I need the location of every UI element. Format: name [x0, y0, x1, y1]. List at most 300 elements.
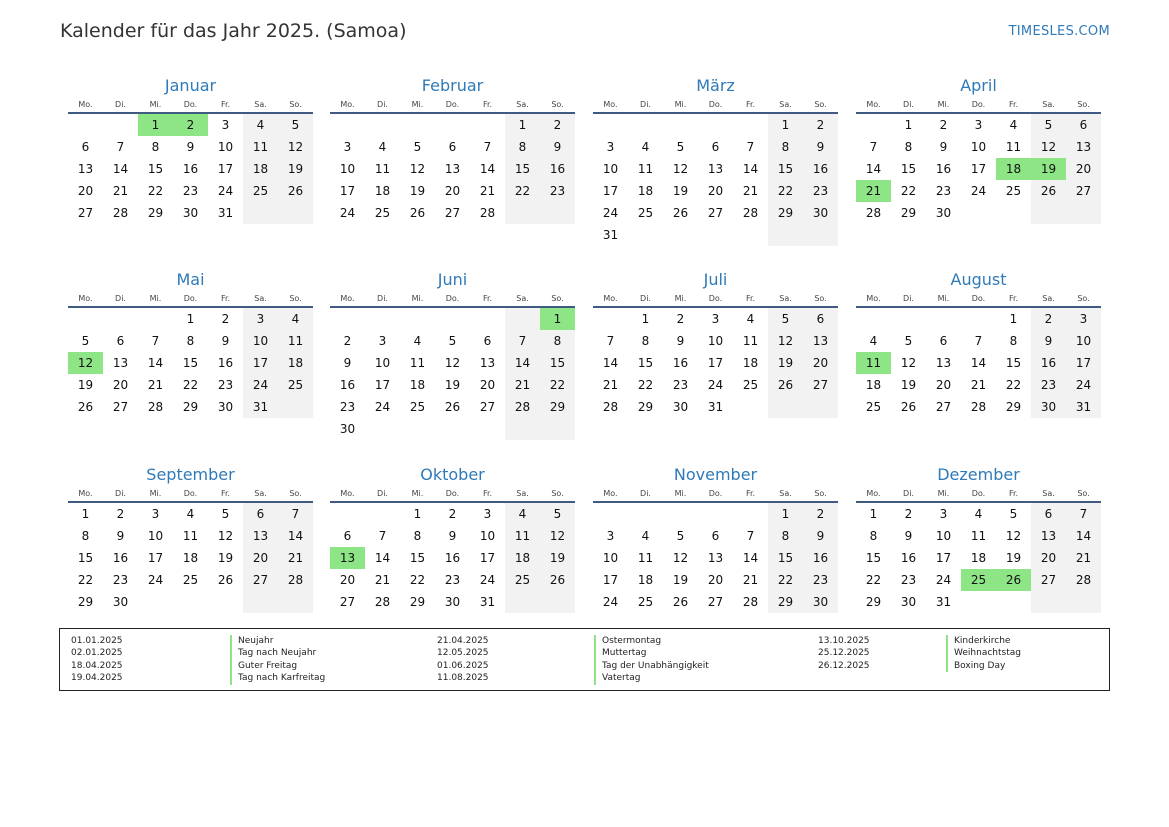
day-cell: 23: [549, 184, 566, 198]
day-cell: 7: [974, 334, 983, 348]
day-cell: 8: [641, 334, 650, 348]
day-cell: 26: [672, 595, 689, 609]
day-cell: 19: [287, 162, 304, 176]
day-cell: 15: [900, 162, 917, 176]
legend-holiday-name: Muttertag: [594, 647, 709, 659]
weekday-label: Fr.: [745, 294, 756, 303]
legend-date: 01.01.2025: [71, 636, 123, 646]
weekday-label: Di.: [377, 489, 388, 498]
day-cell: 31: [602, 228, 619, 242]
day-cell: 11: [182, 529, 199, 543]
day-cell: 15: [1005, 356, 1022, 370]
day-cell: 30: [1040, 400, 1057, 414]
weekday-label: Sa.: [516, 294, 529, 303]
day-cell: 25: [637, 206, 654, 220]
day-cell: 19: [444, 378, 461, 392]
month-oktober: [330, 462, 575, 635]
day-cell: 29: [777, 206, 794, 220]
day-cell: 7: [378, 529, 387, 543]
weekday-label: So.: [551, 294, 564, 303]
day-cell: 7: [1079, 507, 1088, 521]
day-cell: 26: [672, 206, 689, 220]
day-cell: 2: [116, 507, 125, 521]
day-cell: 16: [1040, 356, 1057, 370]
holiday-day-cell: 25: [961, 569, 996, 591]
weekday-label: Do.: [971, 100, 986, 109]
day-cell: 2: [676, 312, 685, 326]
day-cell: 9: [816, 529, 825, 543]
day-cell: 30: [217, 400, 234, 414]
weekday-label: Fr.: [220, 489, 231, 498]
legend-holiday-name: Neujahr: [230, 635, 325, 647]
day-grid: [593, 503, 838, 635]
day-cell: 21: [602, 378, 619, 392]
day-cell: 5: [291, 118, 300, 132]
weekday-header: [856, 98, 1101, 114]
day-cell: 5: [81, 334, 90, 348]
month-märz: [593, 73, 838, 246]
day-cell: 20: [252, 551, 269, 565]
holiday-day-cell: 11: [856, 352, 891, 374]
legend-date: 01.06.2025: [437, 660, 489, 671]
month-november: [593, 462, 838, 635]
day-cell: 3: [483, 507, 492, 521]
weekday-label: Sa.: [254, 100, 267, 109]
weekday-label: Do.: [971, 294, 986, 303]
day-cell: 13: [444, 162, 461, 176]
day-cell: 5: [904, 334, 913, 348]
day-cell: 9: [186, 140, 195, 154]
day-cell: 23: [444, 573, 461, 587]
day-cell: 13: [252, 529, 269, 543]
day-cell: 10: [252, 334, 269, 348]
weekday-label: Fr.: [1008, 489, 1019, 498]
day-cell: 26: [77, 400, 94, 414]
day-cell: 6: [343, 529, 352, 543]
legend-name-column: [946, 635, 1021, 672]
weekday-label: So.: [289, 489, 302, 498]
day-cell: 6: [816, 312, 825, 326]
day-cell: 16: [182, 162, 199, 176]
day-cell: 12: [409, 162, 426, 176]
day-cell: 5: [448, 334, 457, 348]
day-cell: 21: [287, 551, 304, 565]
day-cell: 15: [147, 162, 164, 176]
weekday-header: [330, 98, 575, 114]
day-cell: 13: [77, 162, 94, 176]
day-cell: 24: [935, 573, 952, 587]
day-cell: 11: [374, 162, 391, 176]
day-cell: 22: [637, 378, 654, 392]
weekday-label: Mo.: [866, 294, 881, 303]
day-cell: 14: [970, 356, 987, 370]
brand-link[interactable]: TIMESLES.COM: [1008, 24, 1110, 39]
day-cell: 25: [637, 595, 654, 609]
day-cell: 25: [374, 206, 391, 220]
day-grid: [68, 503, 313, 635]
weekday-label: Fr.: [482, 100, 493, 109]
day-cell: 12: [1005, 529, 1022, 543]
day-cell: 24: [602, 595, 619, 609]
day-cell: 27: [339, 595, 356, 609]
day-grid: [856, 503, 1101, 635]
day-cell: 7: [291, 507, 300, 521]
day-cell: 5: [1009, 507, 1018, 521]
day-cell: 4: [413, 334, 422, 348]
day-cell: 7: [483, 140, 492, 154]
day-cell: 27: [444, 206, 461, 220]
day-cell: 12: [672, 162, 689, 176]
day-cell: 24: [217, 184, 234, 198]
weekday-header: [593, 98, 838, 114]
day-cell: 21: [1075, 551, 1092, 565]
holiday-day-cell: 1: [138, 114, 173, 136]
weekday-label: Mo.: [603, 489, 618, 498]
legend-holiday-name: Tag nach Karfreitag: [230, 672, 325, 684]
day-cell: 29: [549, 400, 566, 414]
day-cell: 1: [641, 312, 650, 326]
day-cell: 16: [812, 551, 829, 565]
legend-date: 19.04.2025: [71, 673, 123, 684]
day-cell: 2: [221, 312, 230, 326]
weekday-label: So.: [289, 294, 302, 303]
weekday-label: Fr.: [220, 100, 231, 109]
month-title: November: [673, 465, 758, 484]
weekday-label: Sa.: [779, 489, 792, 498]
day-cell: 6: [711, 529, 720, 543]
day-cell: 14: [287, 529, 304, 543]
day-cell: 30: [935, 206, 952, 220]
day-cell: 18: [252, 162, 269, 176]
day-grid: [593, 308, 838, 440]
weekday-label: Sa.: [779, 294, 792, 303]
weekday-label: Do.: [708, 100, 723, 109]
day-cell: 15: [865, 551, 882, 565]
day-cell: 4: [746, 312, 755, 326]
holiday-day-cell: 2: [173, 114, 208, 136]
day-cell: 16: [812, 162, 829, 176]
day-cell: 30: [182, 206, 199, 220]
day-grid: [593, 114, 838, 246]
day-cell: 22: [77, 573, 94, 587]
day-cell: 27: [479, 400, 496, 414]
day-cell: 7: [746, 140, 755, 154]
day-cell: 28: [479, 206, 496, 220]
day-cell: 9: [939, 140, 948, 154]
day-cell: 25: [409, 400, 426, 414]
day-cell: 7: [869, 140, 878, 154]
day-cell: 9: [553, 140, 562, 154]
day-cell: 3: [939, 507, 948, 521]
day-cell: 26: [777, 378, 794, 392]
day-cell: 15: [77, 551, 94, 565]
weekday-label: Di.: [903, 294, 914, 303]
weekday-header: [68, 292, 313, 308]
weekday-label: Do.: [708, 294, 723, 303]
day-cell: 2: [343, 334, 352, 348]
day-cell: 24: [602, 206, 619, 220]
month-title: April: [960, 76, 997, 95]
day-cell: 25: [1005, 184, 1022, 198]
day-cell: 27: [112, 400, 129, 414]
weekday-label: Sa.: [779, 100, 792, 109]
day-cell: 3: [343, 140, 352, 154]
day-cell: 15: [182, 356, 199, 370]
day-cell: 3: [711, 312, 720, 326]
day-cell: 17: [935, 551, 952, 565]
weekday-label: Sa.: [254, 294, 267, 303]
day-cell: 3: [1079, 312, 1088, 326]
day-cell: 16: [339, 378, 356, 392]
day-cell: 1: [1009, 312, 1018, 326]
month-januar: [68, 73, 313, 246]
weekday-label: Do.: [445, 100, 460, 109]
weekday-label: Mi.: [149, 489, 162, 498]
day-cell: 27: [935, 400, 952, 414]
day-cell: 8: [781, 140, 790, 154]
day-cell: 28: [147, 400, 164, 414]
day-cell: 6: [483, 334, 492, 348]
day-cell: 25: [287, 378, 304, 392]
weekday-label: So.: [814, 100, 827, 109]
day-cell: 8: [904, 140, 913, 154]
day-cell: 17: [147, 551, 164, 565]
holiday-day-cell: 12: [68, 352, 103, 374]
legend-date: 12.05.2025: [437, 648, 489, 659]
weekday-label: Mo.: [78, 489, 93, 498]
weekday-header: [68, 487, 313, 503]
day-cell: 24: [252, 378, 269, 392]
day-cell: 19: [777, 356, 794, 370]
weekday-label: Mi.: [937, 294, 950, 303]
day-cell: 16: [217, 356, 234, 370]
weekday-label: Mo.: [866, 489, 881, 498]
day-cell: 12: [549, 529, 566, 543]
day-cell: 4: [256, 118, 265, 132]
day-cell: 6: [448, 140, 457, 154]
day-cell: 10: [1075, 334, 1092, 348]
day-cell: 11: [637, 162, 654, 176]
day-cell: 12: [1040, 140, 1057, 154]
day-cell: 28: [602, 400, 619, 414]
month-juli: [593, 267, 838, 440]
day-cell: 30: [444, 595, 461, 609]
day-cell: 22: [900, 184, 917, 198]
day-cell: 4: [186, 507, 195, 521]
weekday-label: Do.: [183, 100, 198, 109]
day-cell: 19: [900, 378, 917, 392]
day-cell: 14: [1075, 529, 1092, 543]
legend-date: 11.08.2025: [437, 673, 489, 684]
day-cell: 3: [151, 507, 160, 521]
day-cell: 13: [479, 356, 496, 370]
month-mai: [68, 267, 313, 440]
day-cell: 14: [865, 162, 882, 176]
day-cell: 28: [742, 206, 759, 220]
day-cell: 18: [287, 356, 304, 370]
day-cell: 5: [553, 507, 562, 521]
day-cell: 30: [812, 595, 829, 609]
day-cell: 24: [970, 184, 987, 198]
day-cell: 15: [777, 162, 794, 176]
day-cell: 26: [444, 400, 461, 414]
weekday-label: So.: [289, 100, 302, 109]
day-cell: 1: [81, 507, 90, 521]
day-cell: 2: [816, 118, 825, 132]
day-cell: 27: [77, 206, 94, 220]
day-cell: 10: [147, 529, 164, 543]
day-cell: 1: [518, 118, 527, 132]
day-cell: 8: [553, 334, 562, 348]
day-cell: 9: [116, 529, 125, 543]
day-cell: 16: [112, 551, 129, 565]
day-cell: 20: [444, 184, 461, 198]
day-cell: 19: [549, 551, 566, 565]
holiday-day-cell: 13: [330, 547, 365, 569]
holiday-day-cell: 18: [996, 158, 1031, 180]
day-cell: 19: [409, 184, 426, 198]
day-cell: 28: [112, 206, 129, 220]
day-cell: 23: [112, 573, 129, 587]
day-cell: 23: [812, 573, 829, 587]
weekday-label: Mi.: [674, 100, 687, 109]
day-cell: 6: [1079, 118, 1088, 132]
weekday-label: Mo.: [603, 294, 618, 303]
weekday-label: Mi.: [411, 100, 424, 109]
day-cell: 10: [935, 529, 952, 543]
day-cell: 12: [217, 529, 234, 543]
day-cell: 29: [77, 595, 94, 609]
month-title: Februar: [421, 76, 484, 95]
day-cell: 9: [221, 334, 230, 348]
legend-date-column: [437, 635, 489, 685]
day-cell: 9: [343, 356, 352, 370]
day-cell: 20: [935, 378, 952, 392]
day-cell: 14: [374, 551, 391, 565]
weekday-label: Sa.: [254, 489, 267, 498]
day-cell: 18: [514, 551, 531, 565]
day-cell: 19: [1005, 551, 1022, 565]
day-cell: 29: [409, 595, 426, 609]
day-cell: 23: [812, 184, 829, 198]
day-cell: 23: [217, 378, 234, 392]
day-cell: 30: [112, 595, 129, 609]
day-cell: 11: [409, 356, 426, 370]
legend-date-column: [71, 635, 123, 685]
day-grid: [856, 114, 1101, 246]
day-cell: 3: [974, 118, 983, 132]
day-cell: 20: [707, 184, 724, 198]
day-cell: 22: [549, 378, 566, 392]
legend-name-column: [230, 635, 325, 685]
legend-date: 02.01.2025: [71, 648, 123, 659]
day-cell: 8: [1009, 334, 1018, 348]
day-cell: 9: [816, 140, 825, 154]
day-cell: 16: [900, 551, 917, 565]
day-cell: 22: [777, 573, 794, 587]
weekday-header: [593, 487, 838, 503]
day-cell: 23: [900, 573, 917, 587]
day-cell: 3: [221, 118, 230, 132]
day-cell: 5: [676, 140, 685, 154]
month-dezember: [856, 462, 1101, 635]
day-cell: 26: [287, 184, 304, 198]
day-cell: 29: [865, 595, 882, 609]
day-cell: 20: [1075, 162, 1092, 176]
month-title: Juli: [703, 270, 728, 289]
day-cell: 31: [479, 595, 496, 609]
day-cell: 4: [291, 312, 300, 326]
day-cell: 13: [812, 334, 829, 348]
day-cell: 11: [1005, 140, 1022, 154]
weekday-header: [330, 487, 575, 503]
month-title: Oktober: [420, 465, 485, 484]
month-august: [856, 267, 1101, 440]
day-cell: 7: [518, 334, 527, 348]
day-cell: 12: [287, 140, 304, 154]
day-cell: 15: [637, 356, 654, 370]
day-cell: 15: [549, 356, 566, 370]
weekday-label: Di.: [115, 294, 126, 303]
day-cell: 16: [672, 356, 689, 370]
day-cell: 7: [606, 334, 615, 348]
day-cell: 8: [869, 529, 878, 543]
weekday-label: Fr.: [745, 100, 756, 109]
day-cell: 2: [553, 118, 562, 132]
weekday-label: Fr.: [1008, 100, 1019, 109]
day-cell: 2: [939, 118, 948, 132]
weekday-label: Sa.: [516, 489, 529, 498]
day-cell: 27: [812, 378, 829, 392]
weekday-header: [856, 487, 1101, 503]
day-cell: 19: [672, 184, 689, 198]
day-cell: 5: [676, 529, 685, 543]
day-cell: 20: [812, 356, 829, 370]
day-cell: 30: [900, 595, 917, 609]
day-cell: 5: [781, 312, 790, 326]
weekday-label: Mo.: [340, 294, 355, 303]
legend-date: 21.04.2025: [437, 636, 489, 646]
legend-date: 18.04.2025: [71, 660, 123, 671]
weekday-label: Di.: [640, 100, 651, 109]
day-cell: 13: [707, 162, 724, 176]
day-cell: 22: [514, 184, 531, 198]
day-cell: 5: [1044, 118, 1053, 132]
day-cell: 7: [151, 334, 160, 348]
day-cell: 14: [112, 162, 129, 176]
day-cell: 18: [409, 378, 426, 392]
day-cell: 13: [1040, 529, 1057, 543]
day-cell: 8: [151, 140, 160, 154]
day-cell: 17: [707, 356, 724, 370]
day-cell: 26: [549, 573, 566, 587]
day-cell: 9: [676, 334, 685, 348]
day-cell: 9: [1044, 334, 1053, 348]
day-cell: 1: [781, 507, 790, 521]
weekday-label: Mi.: [411, 294, 424, 303]
weekday-label: Fr.: [1008, 294, 1019, 303]
day-grid: [856, 308, 1101, 440]
day-cell: 25: [514, 573, 531, 587]
legend-date: 26.12.2025: [818, 660, 870, 671]
legend-holiday-name: Boxing Day: [946, 660, 1021, 672]
day-cell: 5: [221, 507, 230, 521]
day-cell: 2: [816, 507, 825, 521]
day-cell: 17: [602, 573, 619, 587]
day-cell: 21: [147, 378, 164, 392]
day-cell: 17: [602, 184, 619, 198]
month-title: März: [696, 76, 735, 95]
